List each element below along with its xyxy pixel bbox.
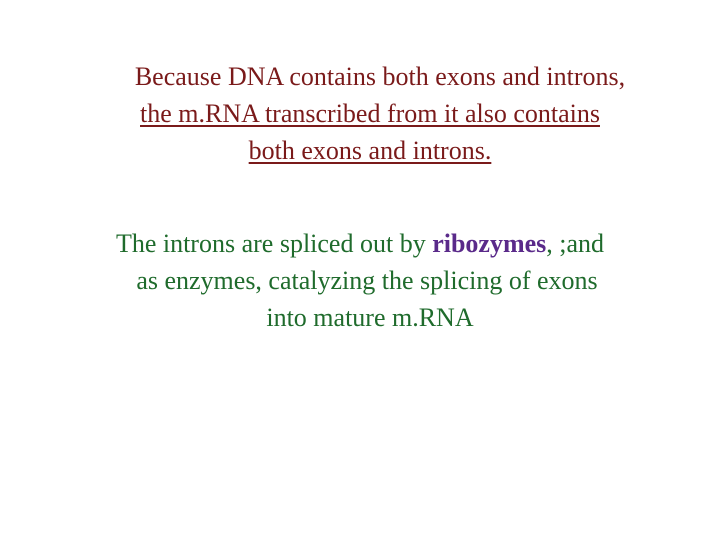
- paragraph1-line1: Because DNA contains both exons and introns,: [134, 62, 626, 91]
- keyword-ribozymes: ribozymes: [432, 229, 547, 258]
- paragraph1-line2: the m.RNA transcribed from it also contains: [140, 99, 600, 128]
- paragraph-dna-exons-introns: [40, 58, 700, 169]
- paragraph2-line2: as enzymes, catalyzing the splicing of exons: [136, 266, 598, 295]
- paragraph2-line1-before: The introns are spliced out by: [115, 229, 433, 258]
- paragraph1-line3: both exons and introns.: [248, 136, 492, 165]
- paragraph2-line3: into mature m.RNA: [266, 303, 474, 332]
- paragraph-ribozymes-splicing: [30, 225, 690, 336]
- paragraph2-line1: [30, 225, 690, 262]
- paragraph2-line1-after: , ;and: [546, 229, 605, 258]
